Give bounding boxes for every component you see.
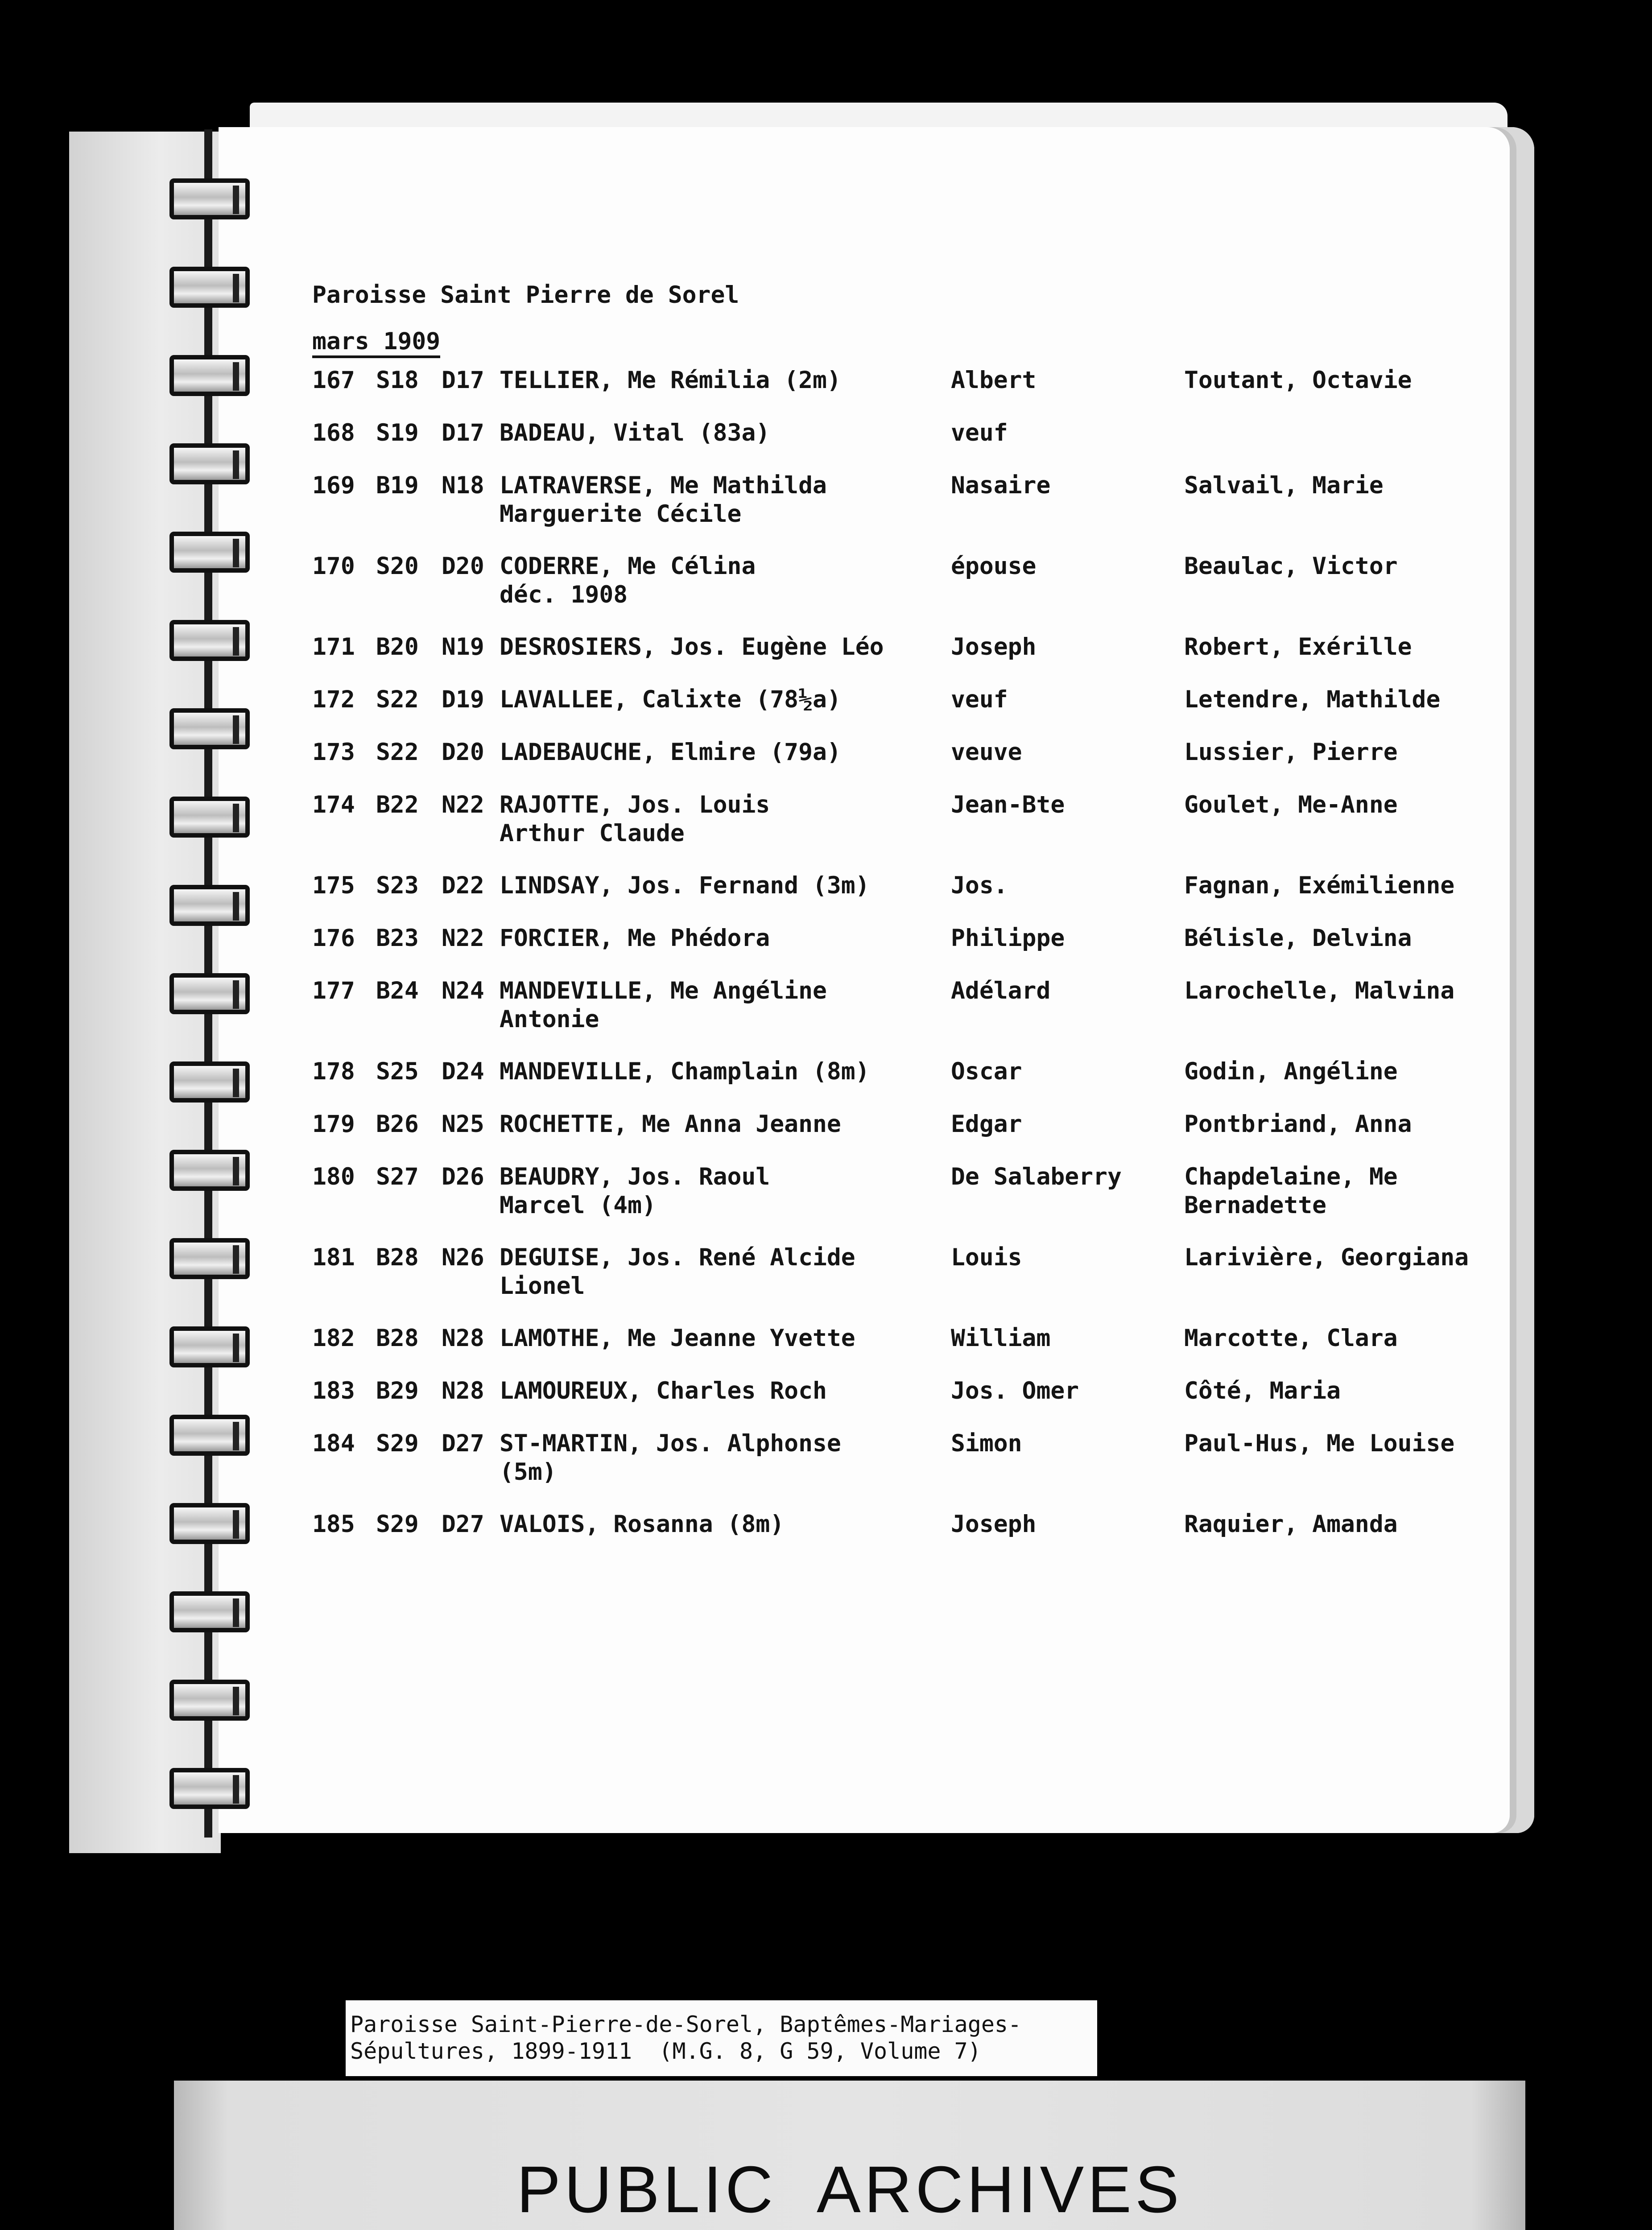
entry-name: LADEBAUCHE, Elmire (79a) — [500, 739, 841, 766]
entry-name: BADEAU, Vital (83a) — [500, 419, 770, 446]
binder-ring — [169, 1061, 250, 1103]
entry-sacrament-code: S25 — [376, 1058, 419, 1085]
binder-ring — [169, 973, 250, 1014]
entry-sacrament-code: S20 — [376, 553, 419, 580]
entry-father: Jos. — [951, 872, 1008, 899]
entry-name: FORCIER, Me Phédora — [500, 925, 770, 952]
entry-number: 176 — [312, 925, 355, 952]
binder-ring — [169, 1680, 250, 1721]
entry-father: Edgar — [951, 1111, 1022, 1138]
archives-banner — [174, 2081, 1525, 2230]
entry-mother: Marcotte, Clara — [1184, 1325, 1398, 1352]
entry-number: 172 — [312, 686, 355, 713]
register-row — [312, 1324, 1516, 1377]
entry-sacrament-code: S23 — [376, 872, 419, 899]
entry-name: LAMOTHE, Me Jeanne Yvette — [500, 1325, 855, 1352]
entry-mother: Letendre, Mathilde — [1184, 686, 1441, 713]
entry-name: VALOIS, Rosanna (8m) — [500, 1511, 785, 1538]
register-row — [312, 1243, 1516, 1324]
entry-mother: Lussier, Pierre — [1184, 739, 1398, 766]
binder-ring — [169, 1150, 250, 1191]
register-content — [312, 281, 1516, 1563]
entry-date-code: N28 — [442, 1377, 484, 1404]
entry-mother: Toutant, Octavie — [1184, 367, 1412, 394]
entry-sacrament-code: B28 — [376, 1244, 419, 1271]
binder-ring — [169, 708, 250, 749]
entry-father: Jean-Bte — [951, 791, 1065, 818]
entry-father: épouse — [951, 553, 1037, 580]
entry-date-code: N28 — [442, 1325, 484, 1352]
register-month: mars 1909 — [312, 328, 440, 358]
entry-mother: Larochelle, Malvina — [1184, 977, 1455, 1004]
entry-sacrament-code: B29 — [376, 1377, 419, 1404]
binder-ring — [169, 355, 250, 396]
entry-mother: Pontbriand, Anna — [1184, 1111, 1412, 1138]
archives-title-english: PUBLIC ARCHIVES — [516, 2153, 1183, 2226]
entry-name: LATRAVERSE, Me Mathilda Marguerite Cécile — [500, 472, 827, 528]
entry-name: LAMOUREUX, Charles Roch — [500, 1377, 827, 1404]
entry-father: veuve — [951, 739, 1022, 766]
entry-mother: Larivière, Georgiana — [1184, 1244, 1469, 1271]
entry-date-code: N18 — [442, 472, 484, 499]
entry-father: Simon — [951, 1430, 1022, 1457]
binder-ring — [169, 620, 250, 661]
register-row — [312, 686, 1516, 738]
entry-sacrament-code: S27 — [376, 1163, 419, 1190]
entry-number: 183 — [312, 1377, 355, 1404]
entry-father: Adélard — [951, 977, 1051, 1004]
entry-number: 171 — [312, 633, 355, 661]
entry-date-code: D17 — [442, 367, 484, 394]
register-row — [312, 1163, 1516, 1243]
entry-number: 173 — [312, 739, 355, 766]
entry-father: William — [951, 1325, 1051, 1352]
entry-name: ROCHETTE, Me Anna Jeanne — [500, 1111, 841, 1138]
register-row — [312, 1377, 1516, 1429]
entry-date-code: D19 — [442, 686, 484, 713]
entry-mother: Godin, Angéline — [1184, 1058, 1398, 1085]
entry-name: DESROSIERS, Jos. Eugène Léo — [500, 633, 884, 661]
entry-mother: Chapdelaine, Me Bernadette — [1184, 1163, 1398, 1219]
register-title: Paroisse Saint Pierre de Sorel — [312, 281, 739, 309]
entry-number: 169 — [312, 472, 355, 499]
entry-mother: Raquier, Amanda — [1184, 1511, 1398, 1538]
entry-number: 182 — [312, 1325, 355, 1352]
binder-ring — [169, 443, 250, 484]
entry-date-code: N22 — [442, 791, 484, 818]
entry-number: 185 — [312, 1511, 355, 1538]
binder-ring — [169, 1591, 250, 1632]
register-row — [312, 471, 1516, 552]
entry-date-code: N19 — [442, 633, 484, 661]
entry-father: De Salaberry — [951, 1163, 1122, 1190]
entry-father: Joseph — [951, 633, 1037, 661]
entry-mother: Salvail, Marie — [1184, 472, 1384, 499]
entry-number: 178 — [312, 1058, 355, 1085]
entry-mother: Côté, Maria — [1184, 1377, 1341, 1404]
register-row — [312, 738, 1516, 791]
register-row — [312, 1110, 1516, 1163]
entry-name: TELLIER, Me Rémilia (2m) — [500, 367, 841, 394]
entry-name: BEAUDRY, Jos. Raoul Marcel (4m) — [500, 1163, 770, 1219]
entry-mother: Robert, Exérille — [1184, 633, 1412, 661]
entry-name: CODERRE, Me Célina déc. 1908 — [500, 553, 756, 608]
register-row — [312, 366, 1516, 419]
entry-father: veuf — [951, 419, 1008, 446]
entry-number: 184 — [312, 1430, 355, 1457]
entry-mother: Paul-Hus, Me Louise — [1184, 1430, 1455, 1457]
binder-ring — [169, 885, 250, 926]
entry-date-code: N25 — [442, 1111, 484, 1138]
binder-ring — [169, 1238, 250, 1279]
register-row — [312, 1510, 1516, 1563]
register-entries — [312, 366, 1516, 1563]
register-row — [312, 419, 1516, 471]
reel-label — [346, 2000, 1097, 2076]
entry-father: Philippe — [951, 925, 1065, 952]
entry-name: MANDEVILLE, Me Angéline Antonie — [500, 977, 827, 1033]
entry-sacrament-code: B24 — [376, 977, 419, 1004]
entry-sacrament-code: B23 — [376, 925, 419, 952]
entry-sacrament-code: S29 — [376, 1511, 419, 1538]
entry-sacrament-code: S22 — [376, 739, 419, 766]
entry-sacrament-code: B26 — [376, 1111, 419, 1138]
entry-father: Albert — [951, 367, 1037, 394]
entry-date-code: D24 — [442, 1058, 484, 1085]
register-row — [312, 871, 1516, 924]
register-row — [312, 1057, 1516, 1110]
entry-number: 175 — [312, 872, 355, 899]
entry-date-code: D20 — [442, 739, 484, 766]
entry-sacrament-code: B19 — [376, 472, 419, 499]
binder-ring — [169, 797, 250, 838]
binder-ring — [169, 1503, 250, 1544]
entry-father: Nasaire — [951, 472, 1051, 499]
entry-father: Joseph — [951, 1511, 1037, 1538]
entry-name: ST-MARTIN, Jos. Alphonse (5m) — [500, 1430, 841, 1486]
entry-father: Oscar — [951, 1058, 1022, 1085]
entry-father: Louis — [951, 1244, 1022, 1271]
reel-label-line1: Paroisse Saint-Pierre-de-Sorel, Baptêmes-Mariages- — [350, 2011, 1022, 2037]
entry-father: veuf — [951, 686, 1008, 713]
entry-sacrament-code: B20 — [376, 633, 419, 661]
entry-number: 174 — [312, 791, 355, 818]
entry-sacrament-code: S22 — [376, 686, 419, 713]
entry-date-code: D22 — [442, 872, 484, 899]
entry-mother: Goulet, Me-Anne — [1184, 791, 1398, 818]
entry-number: 170 — [312, 553, 355, 580]
entry-date-code: N24 — [442, 977, 484, 1004]
entry-sacrament-code: S18 — [376, 367, 419, 394]
entry-date-code: D20 — [442, 553, 484, 580]
entry-sacrament-code: B28 — [376, 1325, 419, 1352]
entry-sacrament-code: S19 — [376, 419, 419, 446]
entry-number: 181 — [312, 1244, 355, 1271]
entry-name: LINDSAY, Jos. Fernand (3m) — [500, 872, 870, 899]
entry-name: LAVALLEE, Calixte (78½a) — [500, 686, 841, 713]
entry-name: DEGUISE, Jos. René Alcide Lionel — [500, 1244, 855, 1300]
register-row — [312, 791, 1516, 871]
entry-number: 179 — [312, 1111, 355, 1138]
entry-date-code: D26 — [442, 1163, 484, 1190]
binder-ring — [169, 267, 250, 308]
entry-date-code: N22 — [442, 925, 484, 952]
entry-mother: Bélisle, Delvina — [1184, 925, 1412, 952]
register-row — [312, 552, 1516, 633]
binder-ring — [169, 532, 250, 573]
entry-date-code: N26 — [442, 1244, 484, 1271]
register-row — [312, 633, 1516, 686]
entry-sacrament-code: S29 — [376, 1430, 419, 1457]
reel-label-line2: Sépultures, 1899-1911 (M.G. 8, G 59, Volume 7) — [350, 2038, 981, 2064]
entry-number: 167 — [312, 367, 355, 394]
entry-number: 180 — [312, 1163, 355, 1190]
entry-number: 168 — [312, 419, 355, 446]
entry-sacrament-code: B22 — [376, 791, 419, 818]
entry-name: MANDEVILLE, Champlain (8m) — [500, 1058, 870, 1085]
entry-mother: Beaulac, Victor — [1184, 553, 1398, 580]
binder-ring — [169, 1415, 250, 1456]
binder-ring — [169, 178, 250, 219]
register-row — [312, 1429, 1516, 1510]
entry-father: Jos. Omer — [951, 1377, 1079, 1404]
register-row — [312, 924, 1516, 977]
register-row — [312, 977, 1516, 1057]
entry-mother: Fagnan, Exémilienne — [1184, 872, 1455, 899]
entry-number: 177 — [312, 977, 355, 1004]
binder-ring — [169, 1768, 250, 1809]
entry-name: RAJOTTE, Jos. Louis Arthur Claude — [500, 791, 770, 847]
binder-ring — [169, 1326, 250, 1367]
entry-date-code: D27 — [442, 1511, 484, 1538]
entry-date-code: D27 — [442, 1430, 484, 1457]
entry-date-code: D17 — [442, 419, 484, 446]
